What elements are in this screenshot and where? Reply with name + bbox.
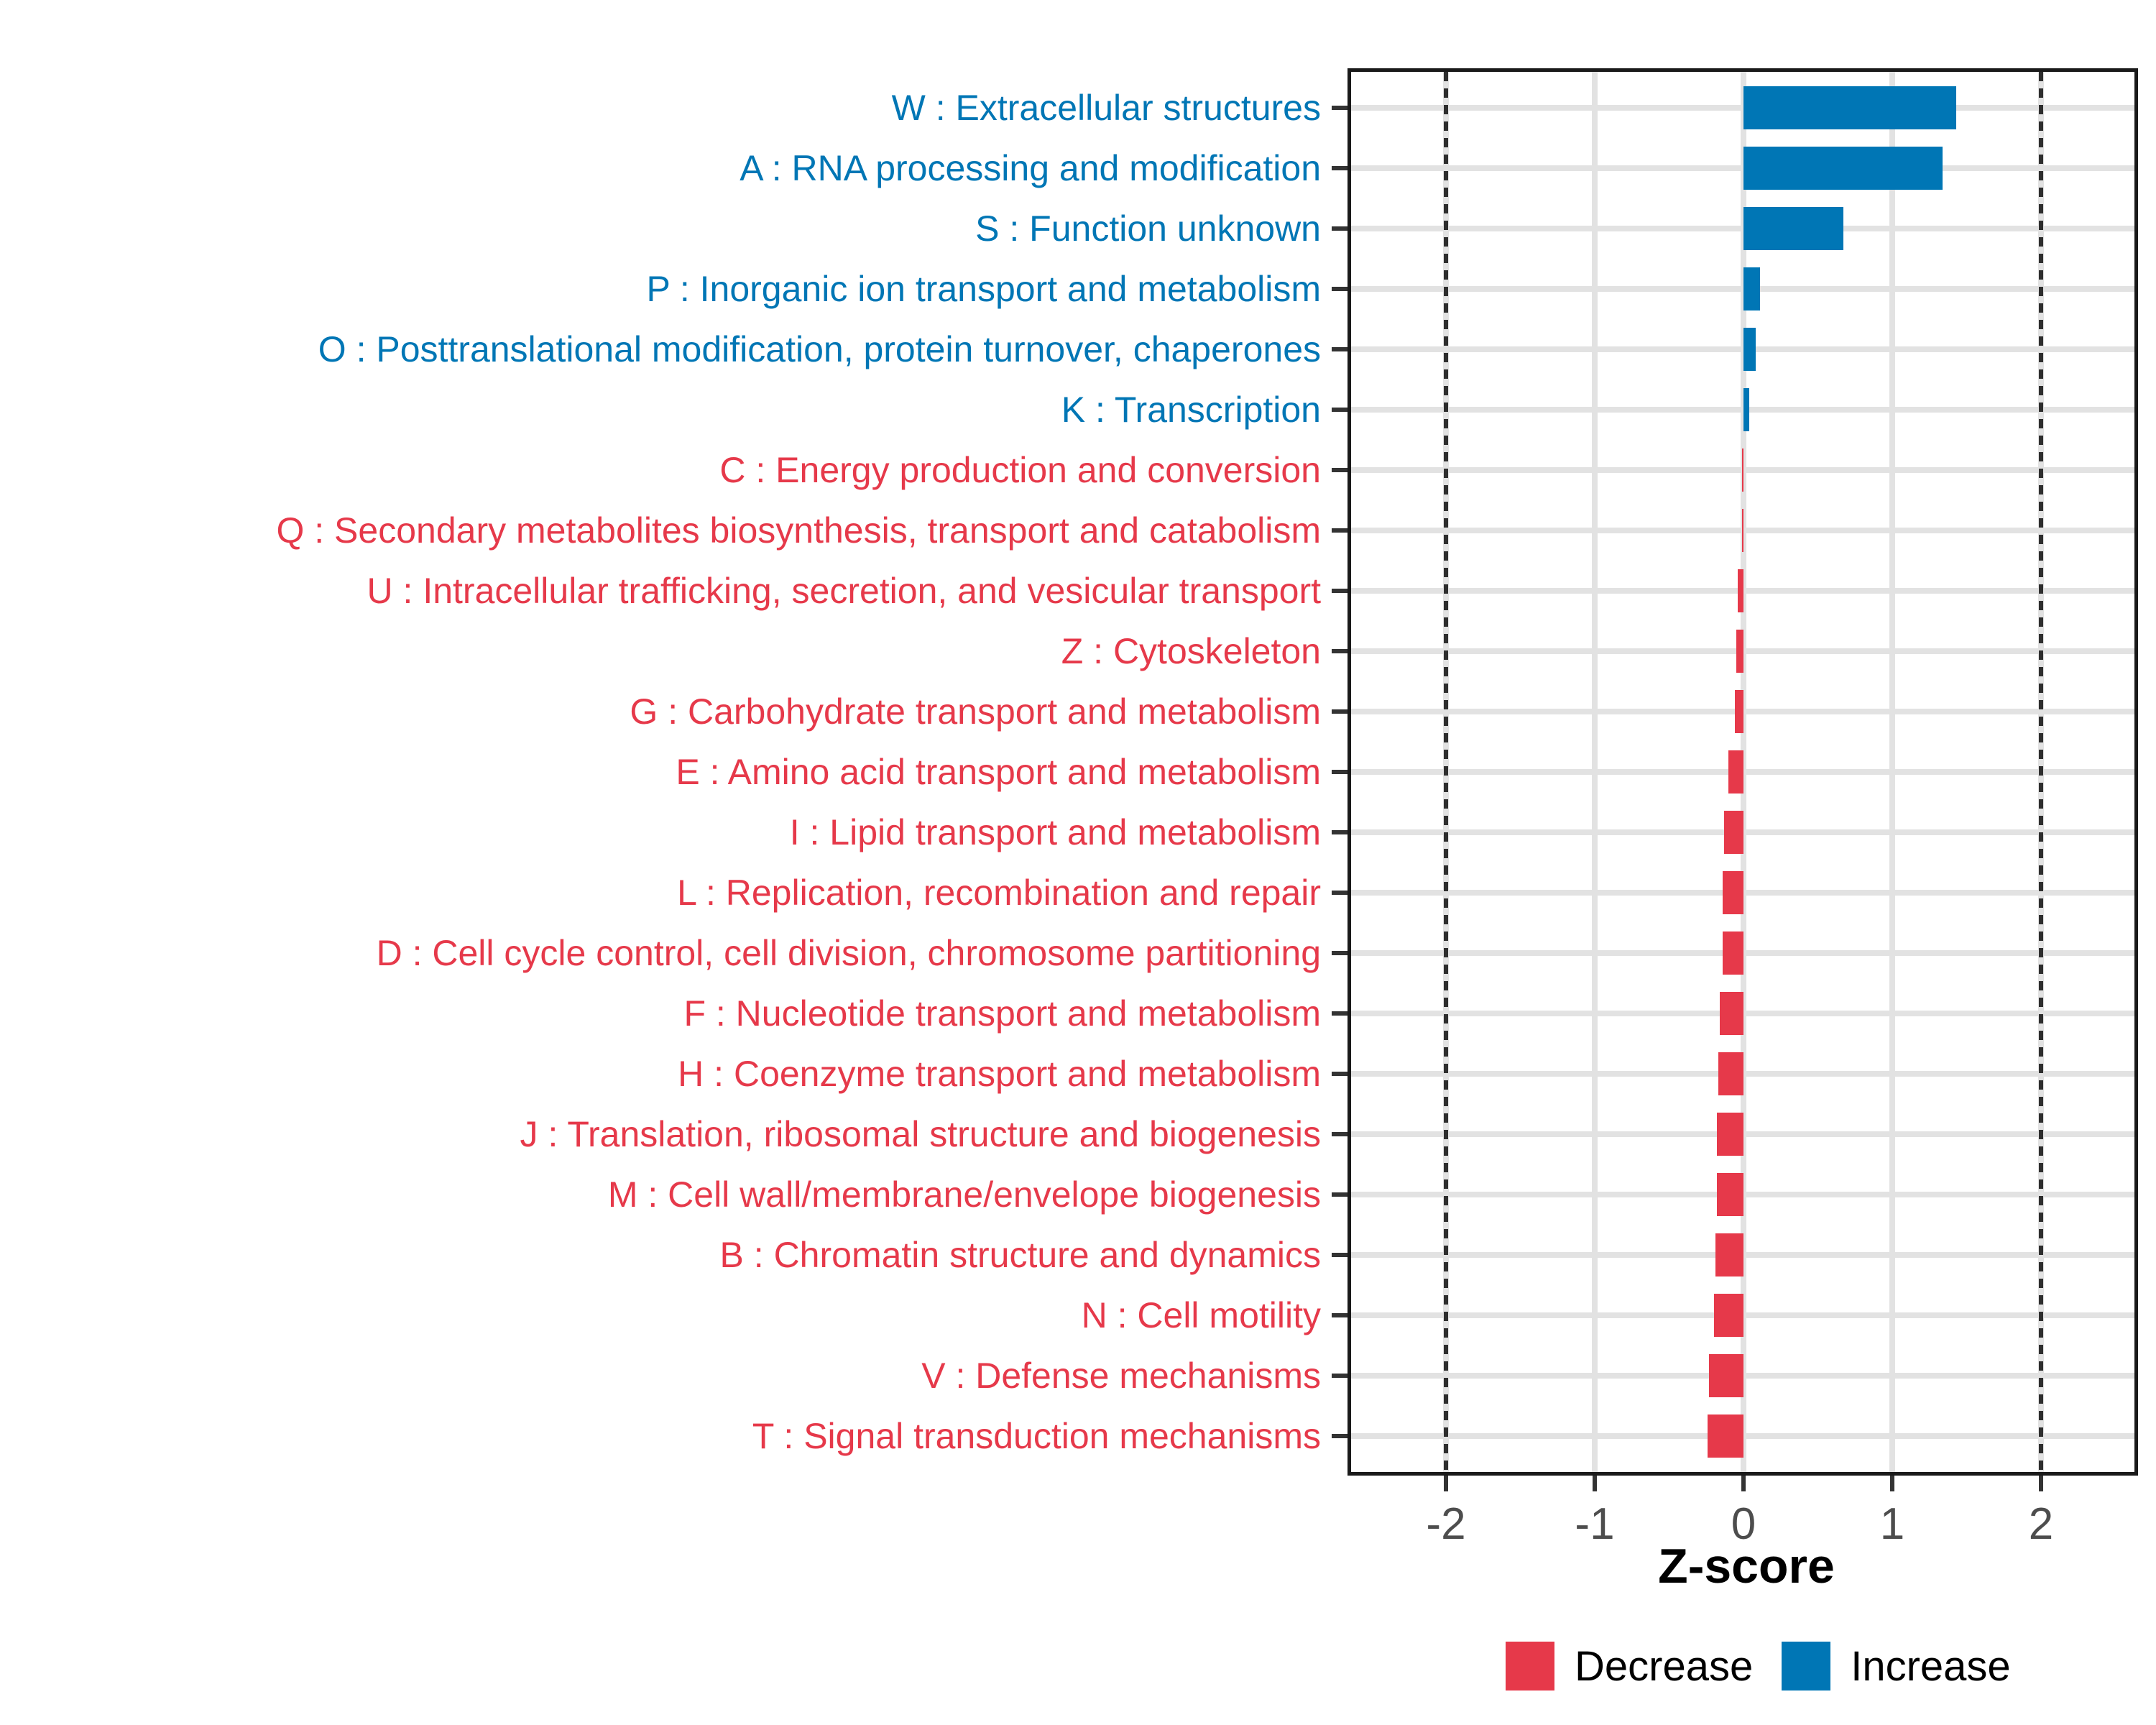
category-tick-U (1332, 589, 1348, 593)
category-label-A: A : RNA processing and modification (740, 148, 1321, 189)
category-tick-K (1332, 408, 1348, 412)
legend-item-increase (1782, 1642, 2010, 1690)
x-tick-label--1: -1 (1575, 1499, 1615, 1549)
bar-C (1742, 448, 1743, 492)
category-tick-O (1332, 347, 1348, 351)
category-tick-T (1332, 1434, 1348, 1438)
bar-O (1743, 328, 1756, 371)
category-label-B: B : Chromatin structure and dynamics (719, 1234, 1321, 1275)
category-label-N: N : Cell motility (1081, 1294, 1321, 1335)
bar-D (1723, 932, 1743, 975)
category-tick-J (1332, 1132, 1348, 1136)
bar-V (1709, 1354, 1743, 1397)
category-tick-D (1332, 951, 1348, 955)
bar-T (1708, 1414, 1743, 1458)
bar-S (1743, 207, 1843, 250)
x-tick--2 (1444, 1476, 1448, 1491)
plot-panel (1348, 68, 2138, 1476)
bar-M (1717, 1173, 1743, 1216)
category-label-C: C : Energy production and conversion (719, 450, 1321, 491)
legend-label-increase: Increase (1851, 1642, 2011, 1690)
category-tick-F (1332, 1011, 1348, 1016)
category-label-W: W : Extracellular structures (891, 88, 1321, 129)
bars-layer (1351, 72, 2134, 1472)
category-tick-A (1332, 166, 1348, 170)
bar-N (1714, 1294, 1743, 1337)
legend-label-decrease: Decrease (1575, 1642, 1754, 1690)
category-tick-Z (1332, 649, 1348, 653)
category-tick-S (1332, 226, 1348, 231)
bar-L (1723, 871, 1743, 914)
bar-W (1743, 86, 1956, 129)
bar-Q (1742, 509, 1743, 552)
category-label-O: O : Posttranslational modification, protein turnover, chaperones (318, 329, 1321, 370)
category-tick-W (1332, 106, 1348, 110)
x-tick--1 (1593, 1476, 1597, 1491)
category-label-V: V : Defense mechanisms (921, 1355, 1321, 1396)
bar-J (1717, 1113, 1743, 1156)
category-tick-L (1332, 891, 1348, 895)
category-label-U: U : Intracellular trafficking, secretion, and vesicular transport (367, 571, 1321, 612)
x-tick-label--2: -2 (1426, 1499, 1466, 1549)
category-label-I: I : Lipid transport and metabolism (789, 811, 1321, 852)
x-tick-label-2: 2 (2028, 1499, 2054, 1549)
category-label-K: K : Transcription (1061, 390, 1321, 431)
category-label-F: F : Nucleotide transport and metabolism (683, 993, 1321, 1034)
category-label-Q: Q : Secondary metabolites biosynthesis, transport and catabolism (276, 510, 1321, 551)
category-label-D: D : Cell cycle control, cell division, chromosome partitioning (376, 932, 1321, 973)
category-tick-H (1332, 1072, 1348, 1076)
category-label-H: H : Coenzyme transport and metabolism (678, 1053, 1321, 1094)
bar-H (1718, 1052, 1743, 1095)
legend-item-decrease (1506, 1642, 1753, 1690)
category-label-T: T : Signal transduction mechanisms (752, 1415, 1321, 1456)
bar-B (1715, 1233, 1743, 1276)
bar-K (1743, 388, 1749, 431)
category-label-J: J : Translation, ribosomal structure and biogenesis (520, 1113, 1321, 1154)
category-tick-M (1332, 1192, 1348, 1197)
legend-swatch-decrease (1506, 1642, 1554, 1690)
legend-swatch-increase (1782, 1642, 1830, 1690)
bar-E (1728, 750, 1743, 794)
category-label-G: G : Carbohydrate transport and metabolism (630, 691, 1321, 732)
bar-Z (1736, 630, 1743, 673)
category-label-E: E : Amino acid transport and metabolism (676, 752, 1321, 792)
category-tick-E (1332, 770, 1348, 774)
category-tick-N (1332, 1313, 1348, 1317)
x-tick-0 (1741, 1476, 1746, 1491)
category-label-P: P : Inorganic ion transport and metabolism (646, 269, 1321, 310)
x-tick-label-0: 0 (1731, 1499, 1756, 1549)
x-tick-label-1: 1 (1879, 1499, 1905, 1549)
category-tick-P (1332, 287, 1348, 291)
bar-F (1720, 992, 1743, 1035)
x-tick-1 (1890, 1476, 1894, 1491)
bar-U (1738, 569, 1743, 612)
bar-I (1724, 811, 1743, 854)
category-label-L: L : Replication, recombination and repair (677, 872, 1321, 913)
x-axis-title: Z-score (1658, 1539, 1835, 1593)
category-label-M: M : Cell wall/membrane/envelope biogenesis (607, 1174, 1321, 1215)
bar-P (1743, 267, 1760, 310)
category-tick-G (1332, 709, 1348, 714)
category-label-Z: Z : Cytoskeleton (1061, 631, 1321, 672)
category-label-S: S : Function unknown (975, 208, 1321, 249)
x-tick-2 (2039, 1476, 2043, 1491)
category-tick-I (1332, 830, 1348, 834)
bar-A (1743, 147, 1943, 190)
category-tick-C (1332, 468, 1348, 472)
bar-G (1735, 690, 1743, 733)
category-tick-B (1332, 1253, 1348, 1257)
legend (1506, 1642, 2011, 1690)
category-tick-V (1332, 1374, 1348, 1378)
category-tick-Q (1332, 528, 1348, 533)
